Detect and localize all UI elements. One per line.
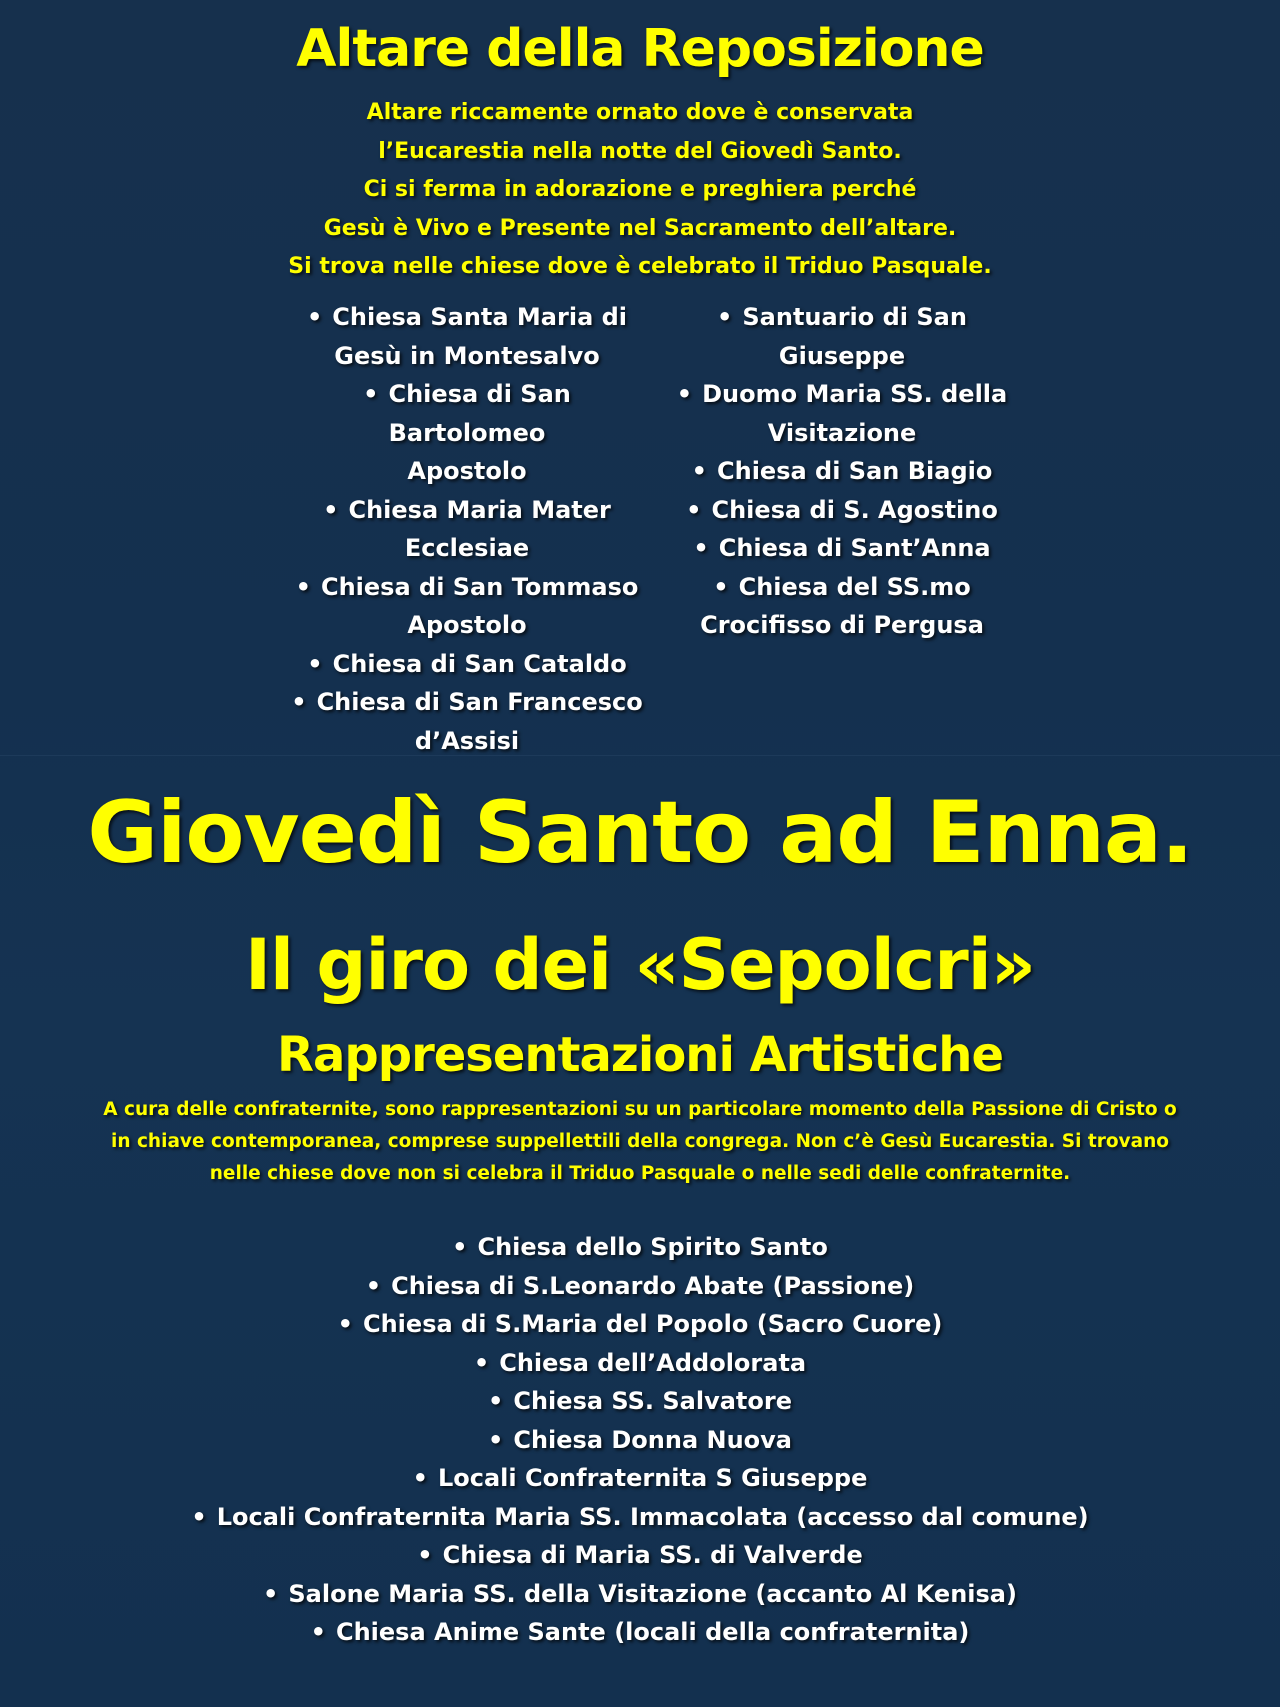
bullet-icon: • [676, 380, 693, 408]
list-item-text: Locali Confraternita S Giuseppe [437, 1464, 868, 1492]
list-item [0, 1305, 1280, 1344]
bullet-icon: • [693, 534, 709, 562]
list-item [662, 529, 1022, 568]
intro-line: Si trova nelle chiese dove è celebrato il Triduo Pasquale. [288, 254, 992, 279]
list-item-text: Salone Maria SS. della Visitazione (accanto Al Kenisa) [288, 1579, 1017, 1608]
list-item [0, 1267, 1280, 1306]
churches-right-column [662, 298, 1022, 645]
list-item-text: Chiesa di San Bartolomeo [388, 380, 571, 447]
list-item [287, 645, 647, 684]
intro-line: l’Eucarestia nella notte del Giovedì Santo. [378, 138, 902, 164]
list-item-text: Chiesa di San Cataldo [332, 649, 627, 678]
description-line: A cura delle confraternite, sono rappresentazioni su un particolare momento della Passione di Cristo o [103, 1099, 1177, 1120]
churches-left-column [287, 298, 647, 760]
list-item-text: Gesù in Montesalvo [334, 341, 600, 370]
list-item [287, 491, 647, 568]
bullet-icon: • [263, 1579, 279, 1608]
bullet-icon: • [417, 1541, 433, 1569]
list-item-text: Chiesa Maria Mater [348, 495, 611, 524]
bullet-icon: • [488, 1387, 504, 1415]
list-item-text: Locali Confraternita Maria SS. Immacolata (accesso dal comune) [216, 1502, 1089, 1531]
list-item [662, 568, 1022, 645]
bullet-icon: • [291, 688, 307, 716]
bullet-icon: • [310, 1618, 326, 1646]
intro-line: Ci si ferma in adorazione e preghiera perché [363, 177, 917, 202]
list-item-text: Chiesa di S.Maria del Popolo (Sacro Cuore) [362, 1310, 943, 1338]
bullet-icon: • [363, 380, 379, 408]
list-item [0, 1421, 1280, 1460]
bullet-icon: • [323, 495, 339, 524]
list-item-text: Duomo Maria SS. della [702, 380, 1008, 408]
bullet-icon: • [295, 572, 311, 601]
description-line: in chiave contemporanea, comprese suppellettili della congrega. Non c’è Gesù Eucarestia. Si trovano [111, 1131, 1169, 1152]
list-item-text: Chiesa di S.Leonardo Abate (Passione) [391, 1271, 915, 1300]
sub-title: Il giro dei «Sepolcri» [245, 924, 1035, 1006]
list-item-text: Santuario di San [742, 303, 967, 331]
church-list-right [662, 298, 1022, 645]
list-item [287, 568, 647, 645]
list-item [287, 683, 647, 760]
bullet-icon: • [717, 303, 733, 331]
bullet-icon: • [473, 1348, 490, 1377]
bullet-icon: • [191, 1502, 207, 1531]
list-item-text: Chiesa del SS.mo [738, 572, 971, 601]
list-item-text: Crocifisso di Pergusa [700, 611, 984, 639]
bullet-icon: • [365, 1271, 382, 1300]
bullet-icon: • [412, 1464, 428, 1492]
list-item-text: Chiesa di San Biagio [717, 457, 993, 485]
bullet-icon: • [452, 1233, 468, 1261]
bullet-icon: • [307, 649, 323, 678]
list-item [0, 1459, 1280, 1498]
list-item-text: Chiesa di San Tommaso [320, 572, 639, 601]
list-item-text: Chiesa Santa Maria di [332, 303, 628, 331]
list-item [662, 452, 1022, 491]
list-item-text: Giuseppe [778, 341, 906, 370]
list-item-text: Chiesa Anime Sante (locali della confraternita) [335, 1618, 970, 1646]
list-item-text: Chiesa Donna Nuova [513, 1425, 792, 1454]
list-item [0, 1575, 1280, 1614]
description-line: nelle chiese dove non si celebra il Triduo Pasquale o nelle sedi delle confraternite. [209, 1163, 1071, 1184]
list-item-text: Chiesa di Sant’Anna [718, 534, 991, 562]
list-item [0, 1613, 1280, 1652]
main-title: Giovedì Santo ad Enna. [87, 783, 1193, 883]
reposition-altar-intro [0, 94, 1280, 287]
list-item-text: Chiesa di San Francesco [316, 688, 643, 716]
representations-description [60, 1094, 1220, 1190]
list-item [0, 1228, 1280, 1267]
bullet-icon: • [686, 495, 702, 524]
list-item-text: Chiesa dello Spirito Santo [477, 1233, 828, 1261]
bullet-icon: • [713, 572, 729, 601]
bullet-icon: • [487, 1425, 504, 1454]
list-item-text: Chiesa SS. Salvatore [513, 1387, 792, 1415]
list-item [662, 375, 1022, 452]
list-item [662, 298, 1022, 375]
list-item-text: Ecclesiae [404, 534, 530, 562]
list-item-text: Chiesa di S. Agostino [711, 495, 998, 524]
list-item [287, 375, 647, 491]
list-item-text: Apostolo [407, 611, 527, 639]
list-item-text: Chiesa di Maria SS. di Valverde [442, 1541, 863, 1569]
bullet-icon: • [337, 1310, 353, 1338]
intro-line: Altare riccamente ornato dove è conservata [366, 100, 914, 125]
list-item [662, 491, 1022, 530]
section-title: Rappresentazioni Artistiche [277, 1027, 1003, 1083]
representations-list [0, 1228, 1280, 1652]
list-item [0, 1536, 1280, 1575]
church-list-left [287, 298, 647, 760]
list-item-text: Visitazione [767, 418, 917, 447]
location-list [0, 1228, 1280, 1652]
reposition-altar-title: Altare della Reposizione [296, 19, 984, 79]
list-item-text: Apostolo [407, 457, 527, 485]
list-item [0, 1498, 1280, 1537]
list-item-text: d’Assisi [414, 726, 520, 755]
list-item [287, 298, 647, 375]
list-item [0, 1382, 1280, 1421]
list-item [0, 1344, 1280, 1383]
bullet-icon: • [306, 303, 323, 331]
intro-line: Gesù è Vivo e Presente nel Sacramento dell’altare. [323, 215, 957, 241]
list-item-text: Chiesa dell’Addolorata [499, 1348, 807, 1377]
bullet-icon: • [691, 457, 707, 485]
